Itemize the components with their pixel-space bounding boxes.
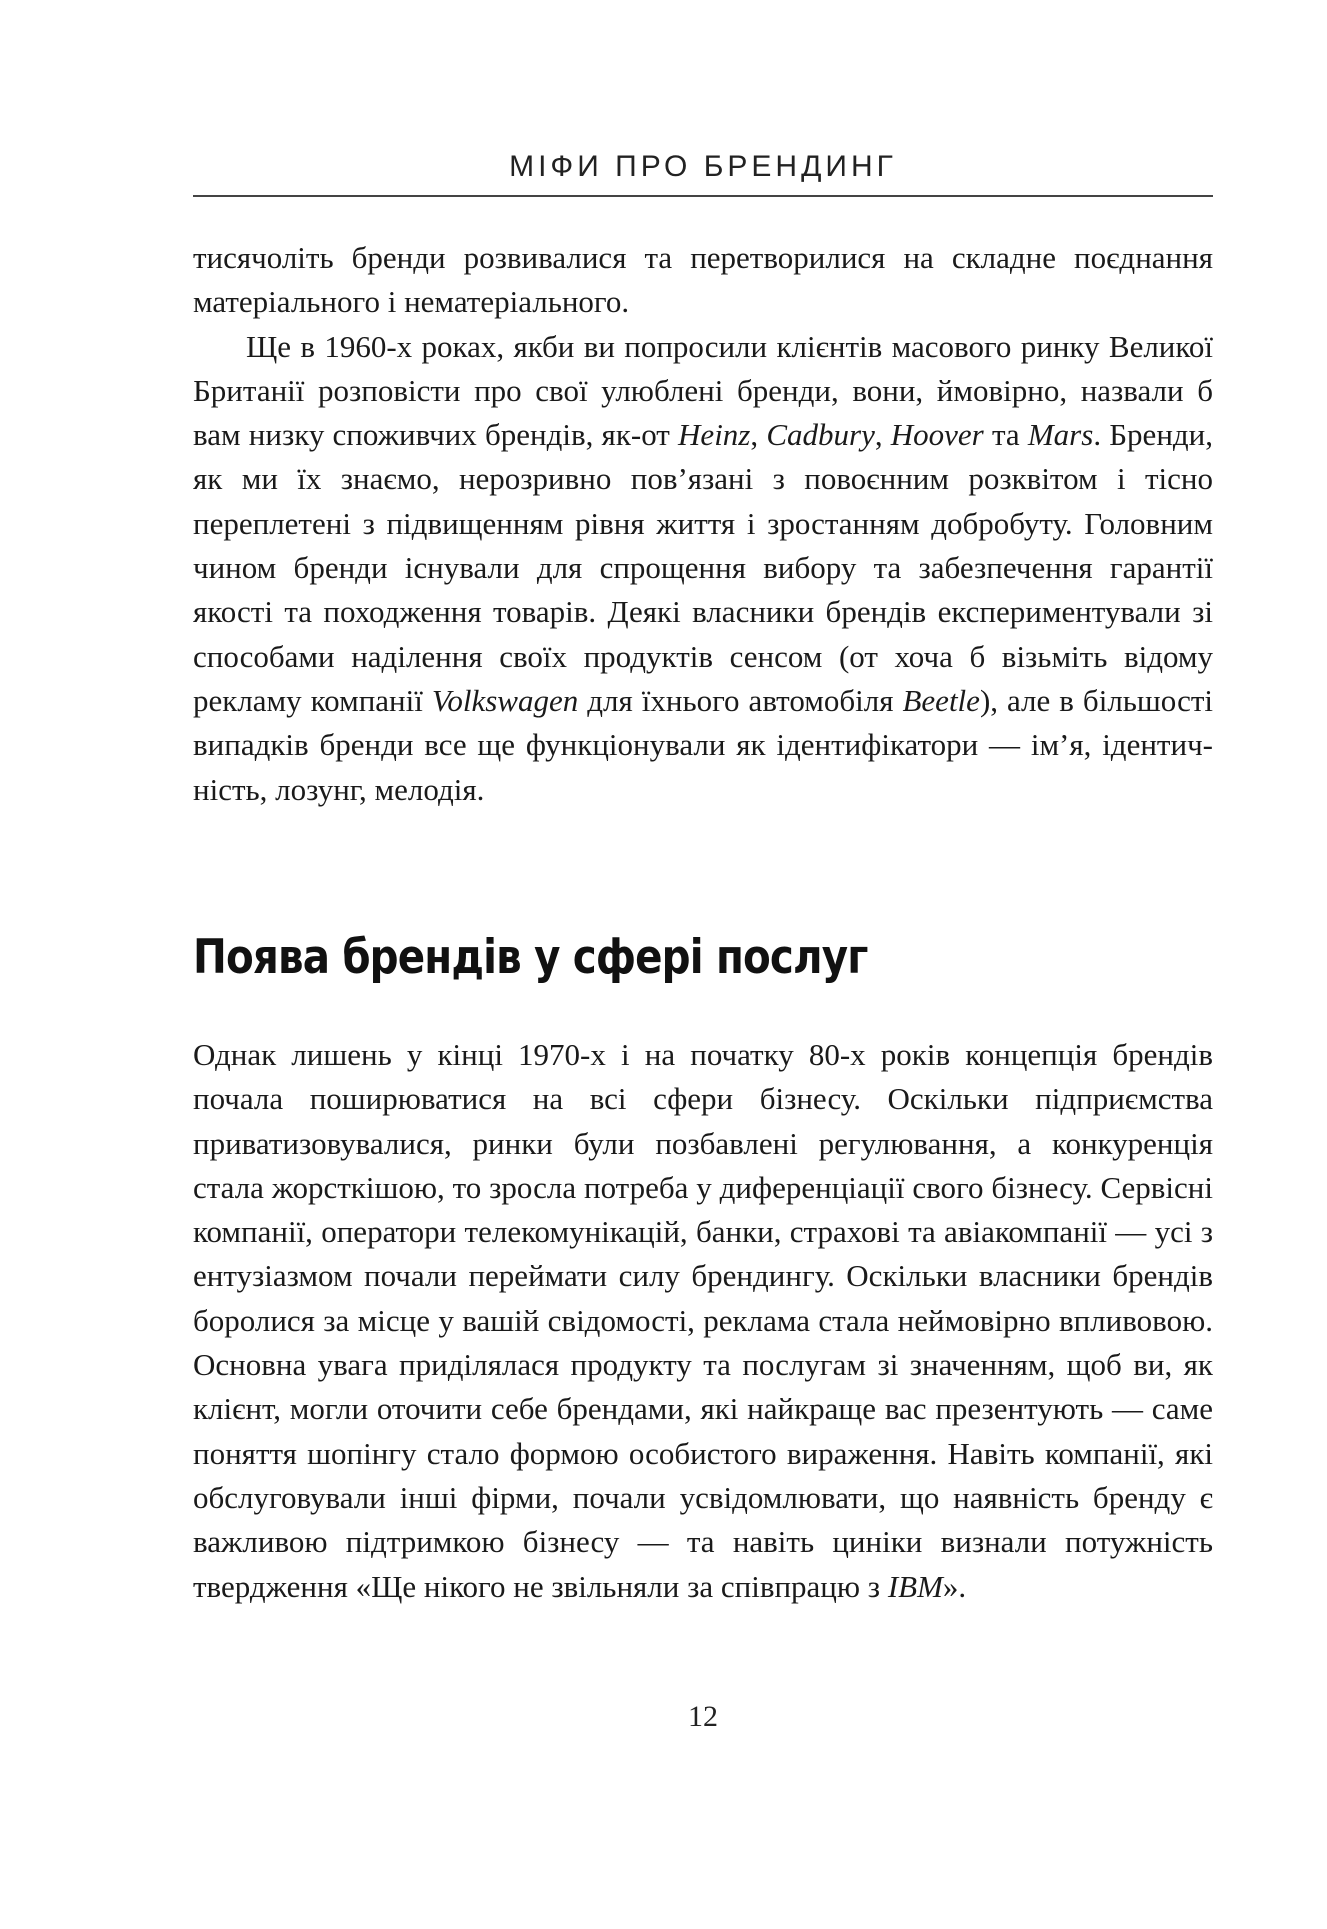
- section-heading: Поява брендів у сфері послуг: [193, 930, 868, 985]
- brand-name: Cadbury: [766, 417, 875, 453]
- paragraph-services: Однак лишень у кінці 1970-х і на початку 80-х років концепція брендів почала поширюватися на всі сфери бізнесу. Оскільки підприємства приватизовувалися, ринки були позбавлені регулювання, а конкуренція стала жорсткішою, то зросла потреба у диференціації свого бізнесу. Сервісні компанії, оператори телекомунікацій, банки, страхові та авіакомпанії — усі з ентузіазмом почали переймати силу брендингу. Оскільки власники брендів боролися за місце у вашій свідомості, реклама стала неймовірно впливовою. Основна увага приділялася продукту та послугам зі значенням, щоб ви, як клієнт, могли оточити себе брендами, які найкраще вас презентують — саме поняття шопінгу стало формою особистого вираження. Навіть компанії, які обслуговували інші фірми, почали усвідомлювати, що наявність бренду є важливою підтримкою бізнесу — та навіть циніки визнали потужність твердження «Ще нікого не звільняли за співпрацю з IBM».: [193, 1037, 1213, 1604]
- paragraph-1960s: Ще в 1960-х роках, якби ви попросили клієнтів масового ринку Великої Британії розповісти про свої улюблені бренди, вони, ймовірно, назвали б вам низку споживчих брендів, як-от Heinz, Cadbury, Hoover та Mars. Бренди, як ми їх знаємо, нерозривно пов’язані з повоєнним розквітом і тісно переплетені з підвищенням рівня життя і зростанням добробуту. Головним чином бренди існували для спрощення вибору та забезпечення гарантії якості та походження товарів. Деякі власники брендів експериментували зі способами наділення своїх продуктів сенсом (от хоча б візьміть відому рекламу компанії Volkswagen для їхнього автомобіля Beetle), але в більшості випадків бренди все ще функціонували як ідентифікатори — ім’я, ідентичність, лозунг, мелодія.: [193, 328, 1214, 807]
- brand-name: Beetle: [902, 682, 980, 718]
- header-rule: [193, 195, 1213, 197]
- brand-name: Volkswagen: [431, 682, 579, 718]
- brand-name: Hoover: [890, 417, 984, 453]
- brand-name: Heinz: [678, 417, 751, 453]
- running-head: МІФИ ПРО БРЕНДИНГ: [509, 150, 897, 183]
- brand-name: Mars: [1027, 417, 1094, 453]
- page-number: 12: [688, 1700, 718, 1733]
- text-block-bottom: [193, 1033, 1213, 1609]
- paragraph-continued: тисячоліть бренди розвивалися та перетворилися на складне поєднання матеріального і нематеріального.: [193, 240, 1213, 320]
- brand-name: IBM: [887, 1568, 943, 1604]
- text-block-top: [193, 236, 1213, 812]
